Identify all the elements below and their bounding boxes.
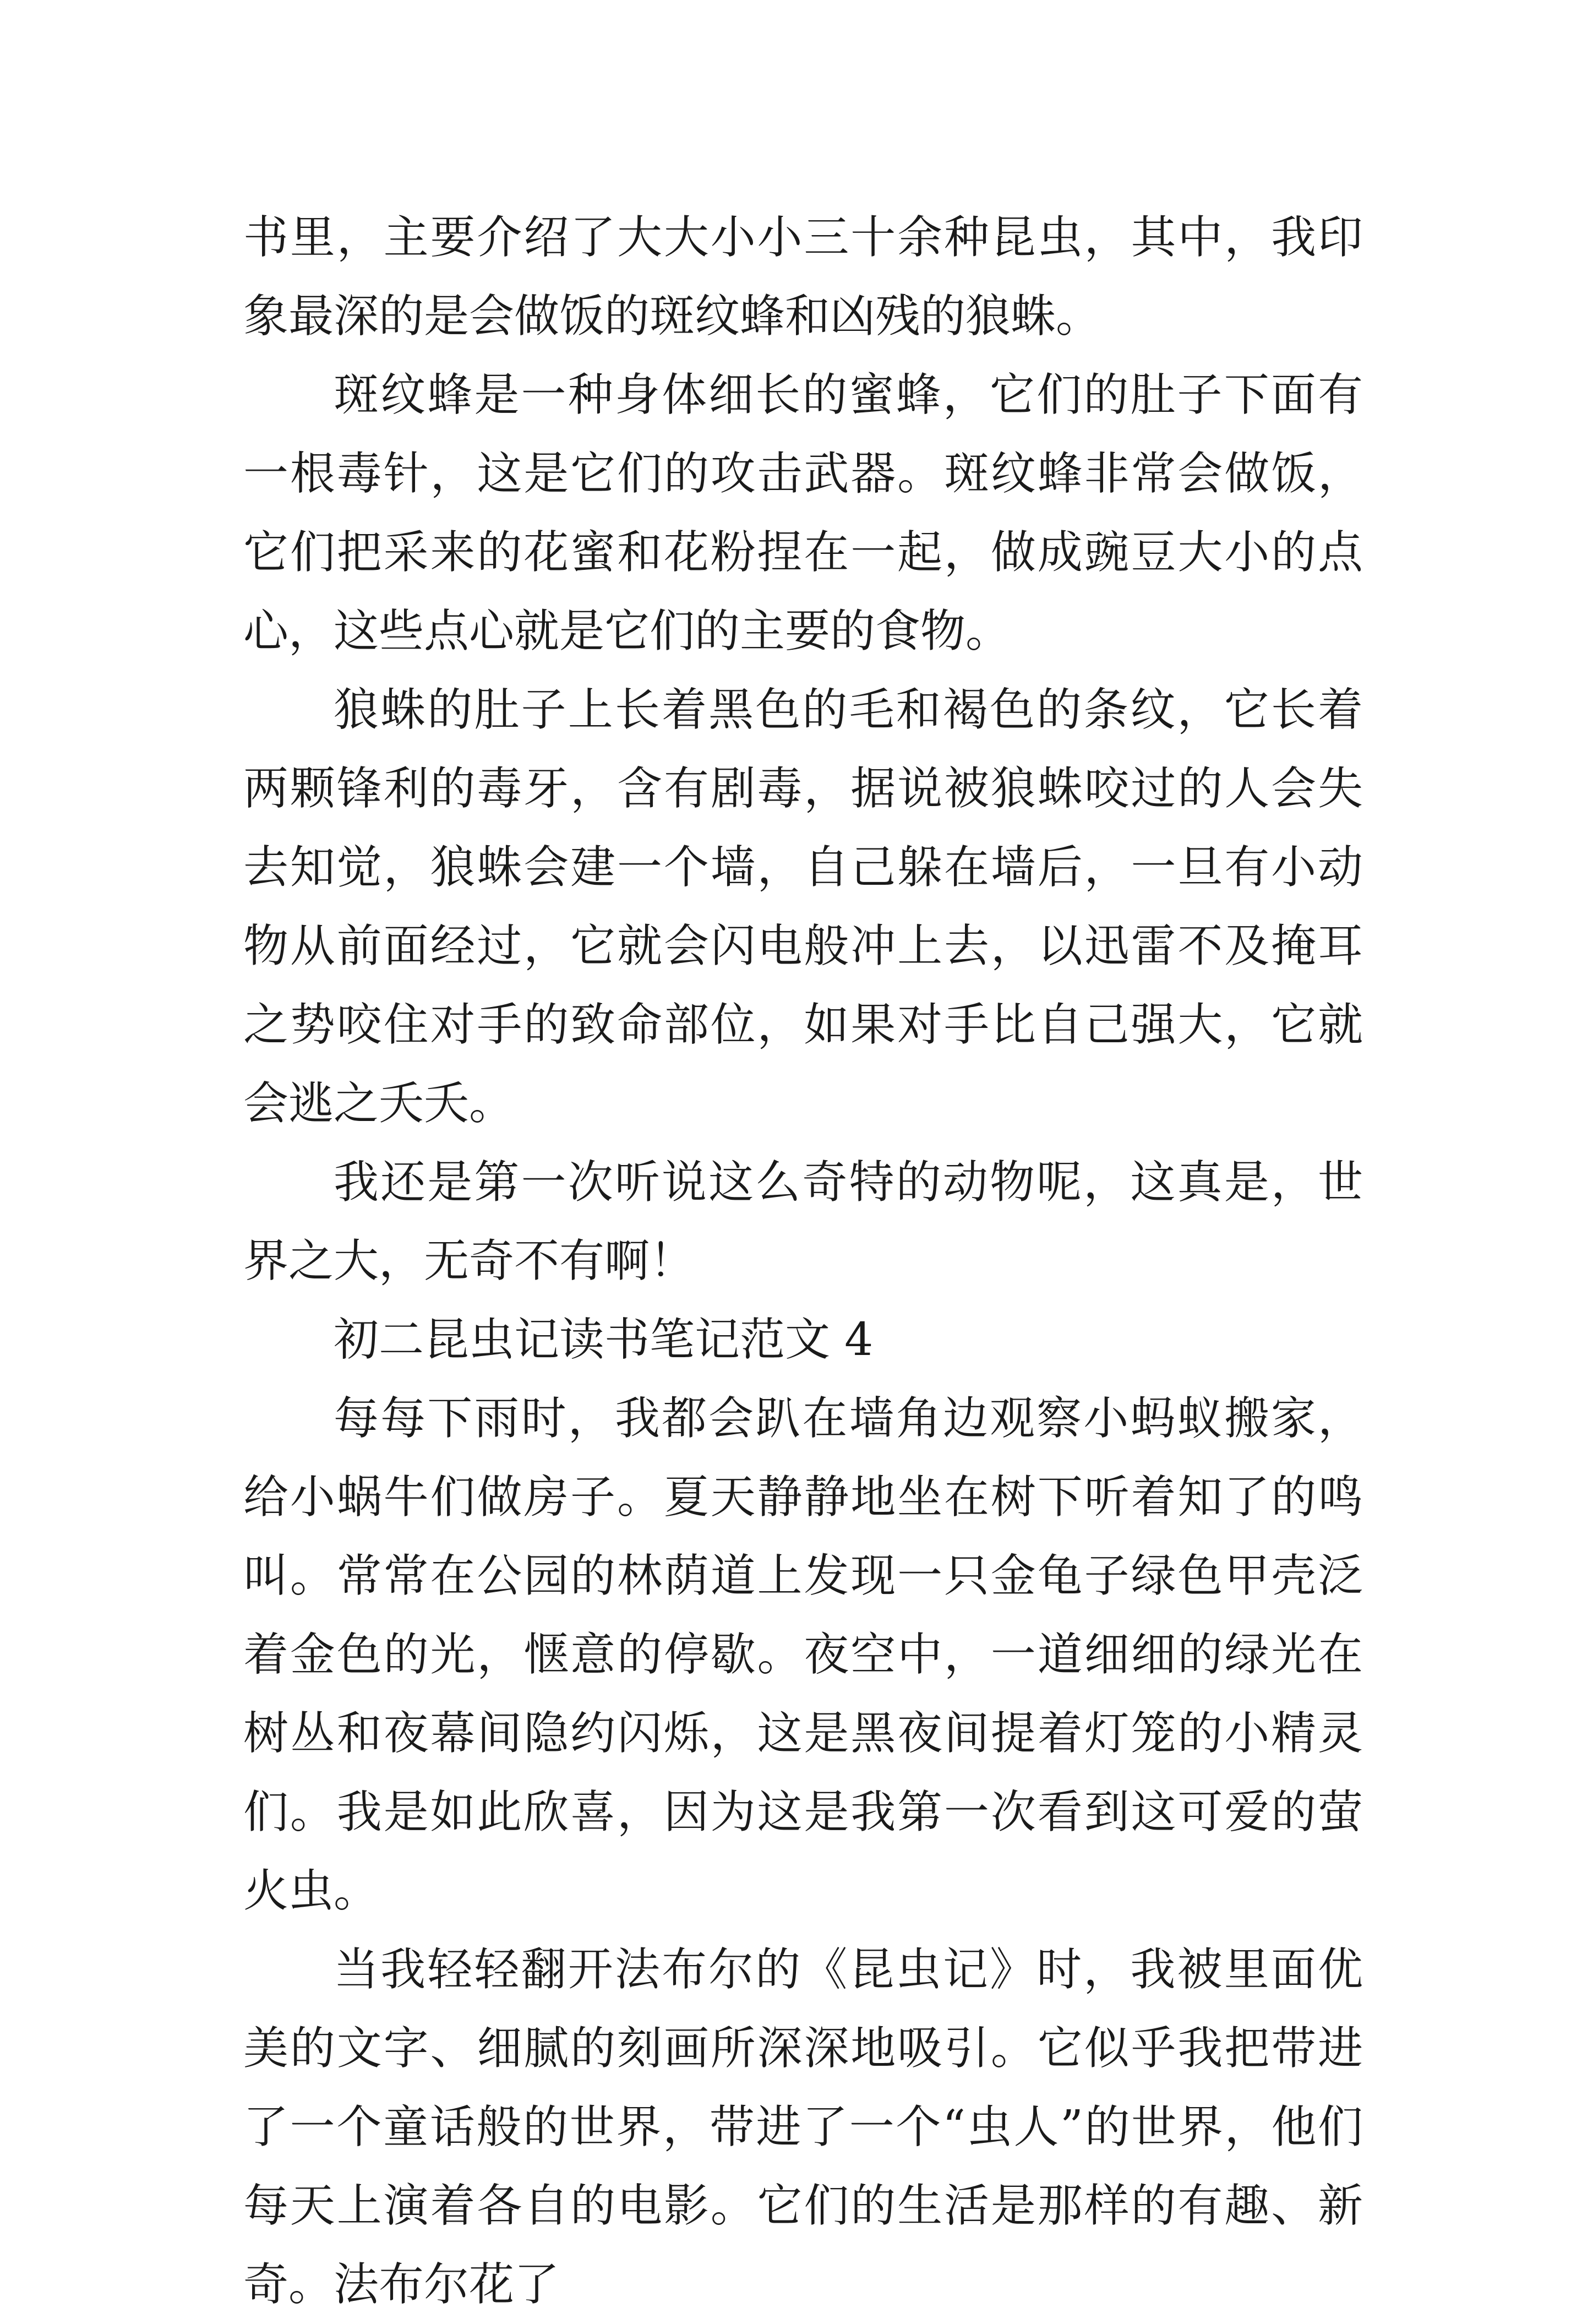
document-body: [243, 198, 1363, 2324]
section-heading: 初二昆虫记读书笔记范文 4: [334, 1314, 874, 1366]
paragraph: 狼蛛的肚子上长着黑色的毛和褐色的条纹，它长着两颗锋利的毒牙，含有剧毒，据说被狼蛛咬过的人会失去知觉，狼蛛会建一个墙，自己躲在墙后，一旦有小动物从前面经过，它就会闪电般冲上去，以迅雷不及掩耳之势咬住对手的致命部位，如果对手比自己强大，它就会逃之夭夭。: [243, 684, 1363, 1130]
paragraph: 每每下雨时，我都会趴在墙角边观察小蚂蚁搬家，给小蜗牛们做房子。夏天静静地坐在树下听着知了的鸣叫。常常在公园的林荫道上发现一只金龟子绿色甲壳泛着金色的光，惬意的停歇。夜空中，一道细细的绿光在树丛和夜幕间隐约闪烁，这是黑夜间提着灯笼的小精灵们。我是如此欣喜，因为这是我第一次看到这可爱的萤火虫。: [243, 1392, 1363, 1917]
paragraph: 当我轻轻翻开法布尔的《昆虫记》时，我被里面优美的文字、细腻的刻画所深深地吸引。它似乎我把带进了一个童话般的世界，带进了一个“虫人”的世界，他们每天上演着各自的电影。它们的生活是那样的有趣、新奇。法布尔花了: [243, 1944, 1363, 2311]
paragraph: 书里，主要介绍了大大小小三十余种昆虫，其中，我印象最深的是会做饭的斑纹蜂和凶残的狼蛛。: [243, 211, 1363, 342]
paragraph: 斑纹蜂是一种身体细长的蜜蜂，它们的肚子下面有一根毒针，这是它们的攻击武器。斑纹蜂非常会做饭，它们把采来的花蜜和花粉捏在一起，做成豌豆大小的点心，这些点心就是它们的主要的食物。: [243, 369, 1363, 657]
paragraph: 我还是第一次听说这么奇特的动物呢，这真是，世界之大，无奇不有啊！: [243, 1156, 1363, 1287]
